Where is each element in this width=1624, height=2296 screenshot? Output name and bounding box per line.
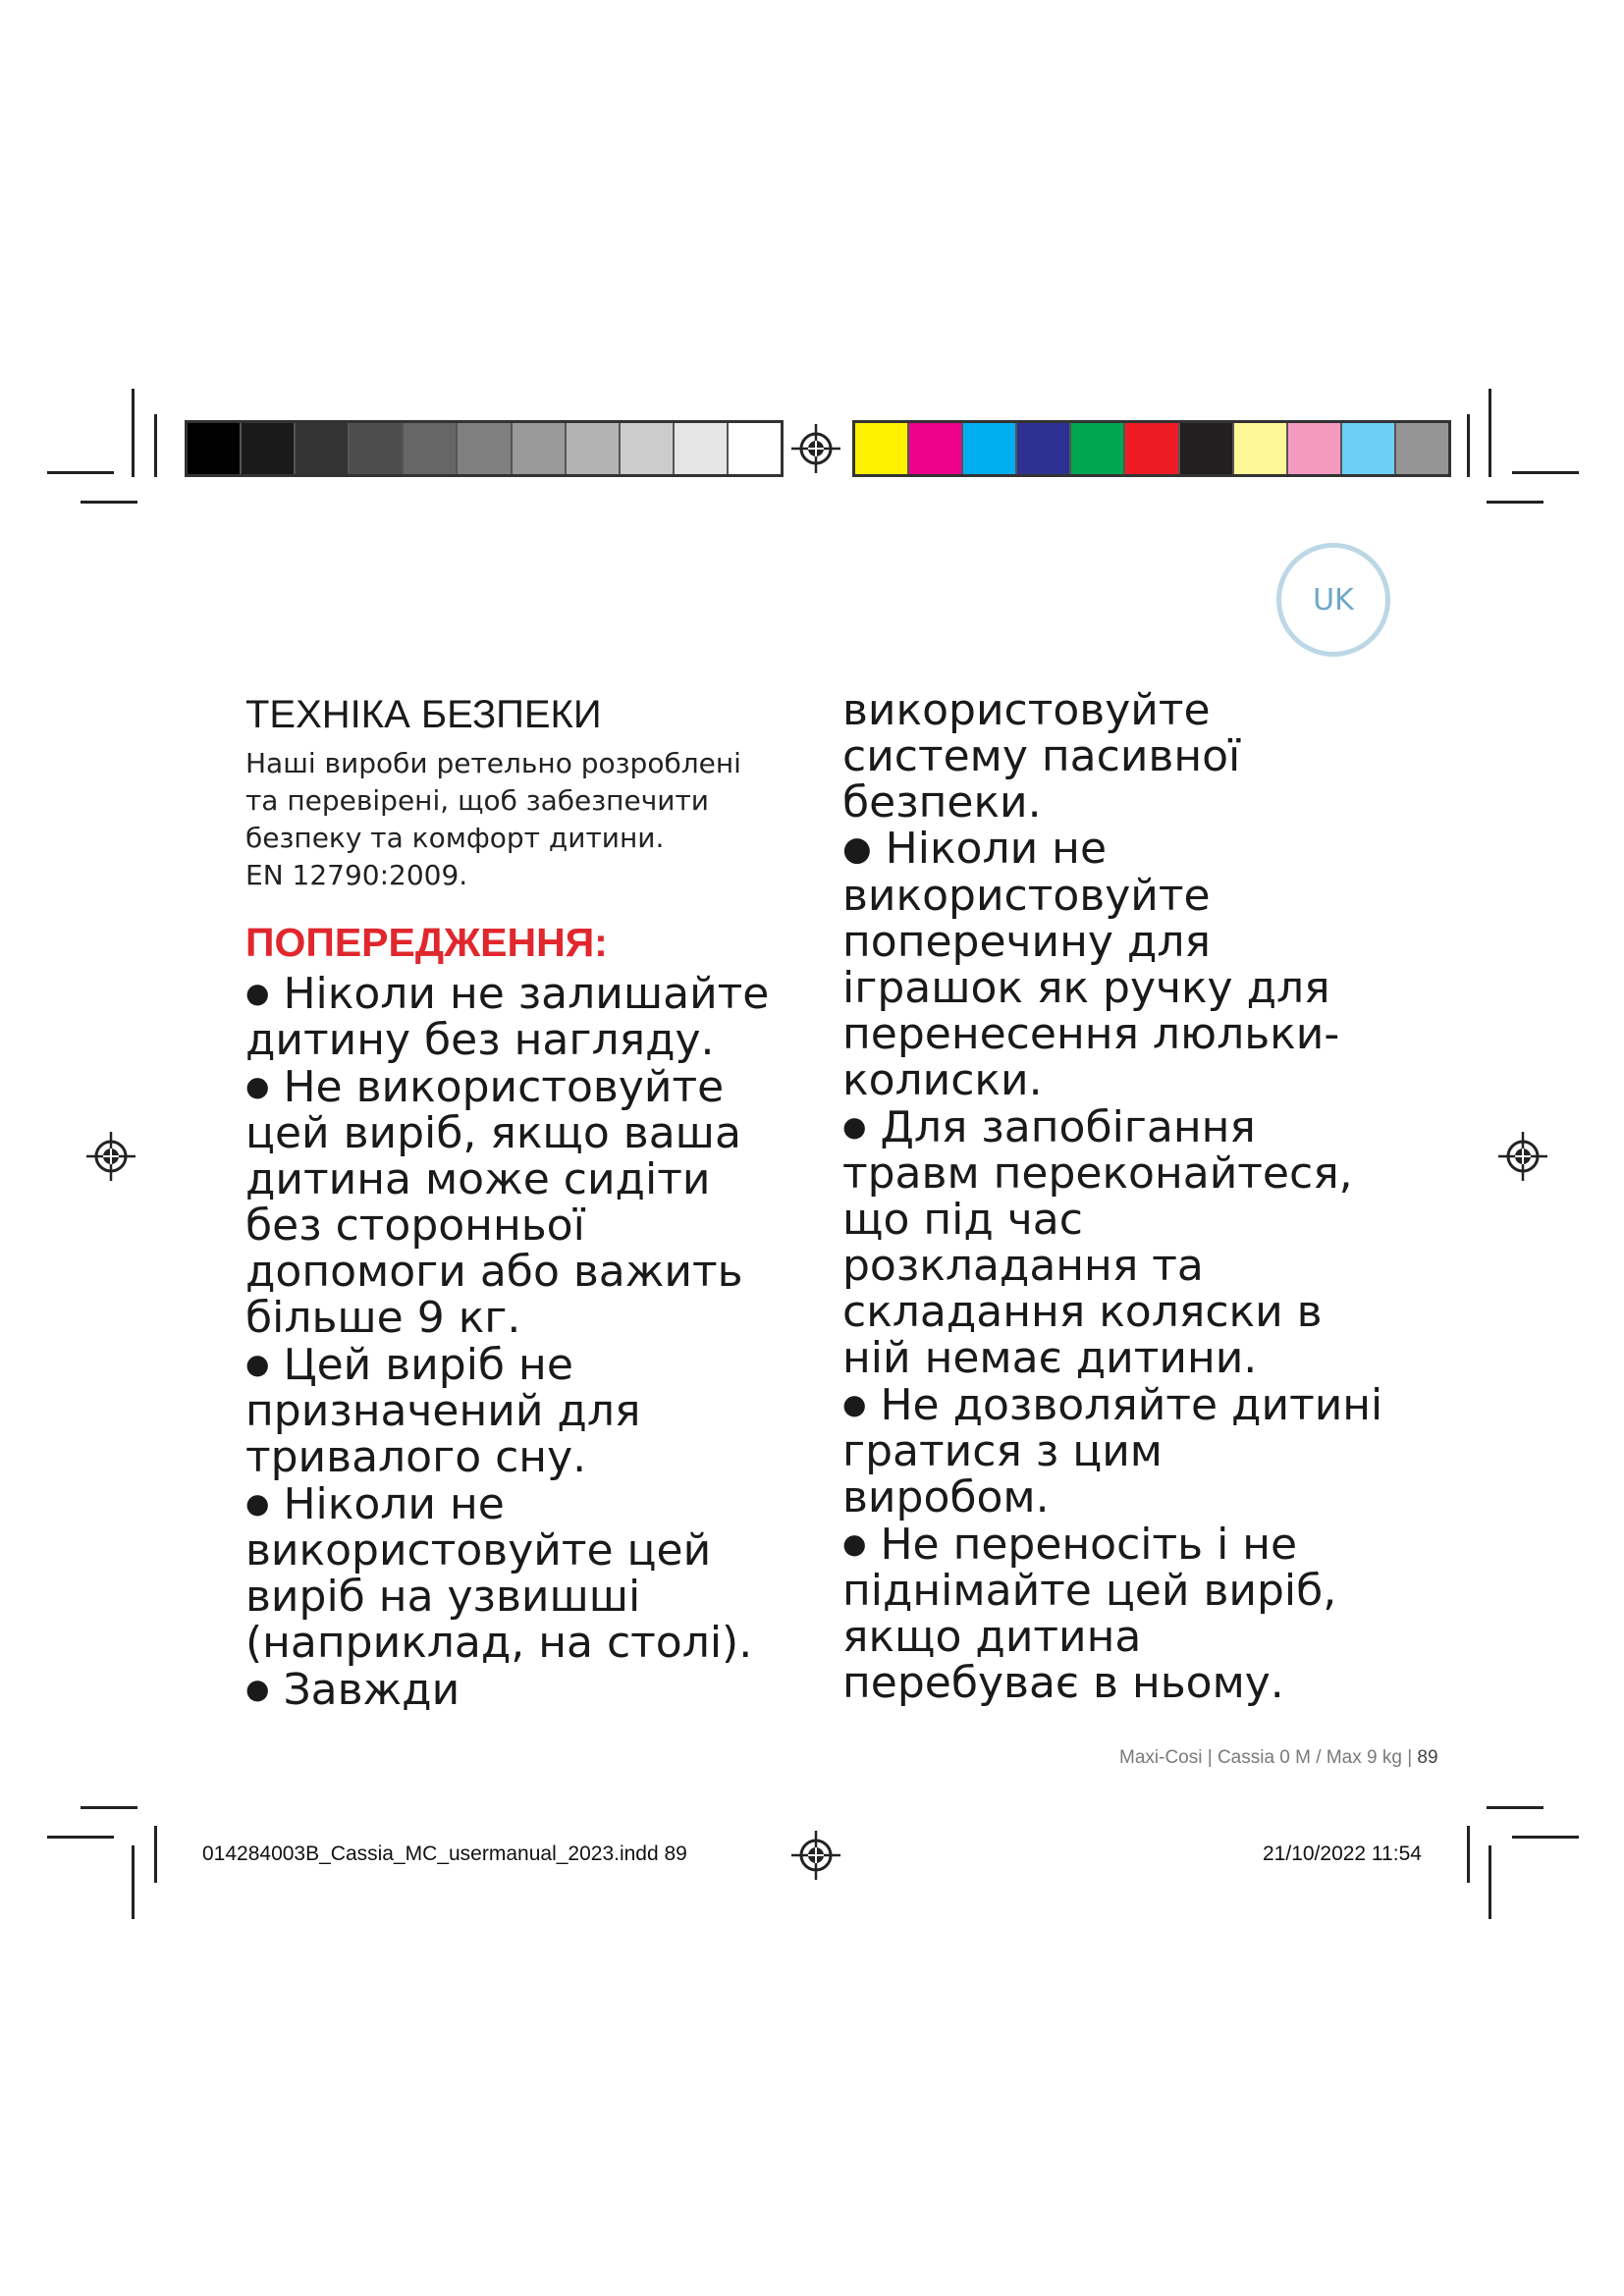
color-swatch bbox=[909, 423, 963, 474]
registration-mark-icon bbox=[86, 1132, 135, 1181]
warning-line: використовуйте цей bbox=[245, 1525, 712, 1575]
color-swatch bbox=[963, 423, 1017, 474]
bullet-icon: ● bbox=[245, 1070, 270, 1102]
crop-mark bbox=[154, 1826, 157, 1883]
footer-divider: | bbox=[1207, 1747, 1218, 1768]
footer-product: Cassia 0 M / Max 9 kg bbox=[1217, 1747, 1402, 1768]
crop-mark bbox=[1467, 1826, 1470, 1883]
bullet-icon: ● bbox=[245, 1487, 270, 1520]
warning-line: використовуйте bbox=[842, 871, 1211, 921]
intro-line: Наші вироби ретельно розроблені bbox=[245, 747, 741, 779]
intro-line: EN 12790:2009. bbox=[245, 859, 468, 891]
crop-mark bbox=[132, 389, 135, 477]
color-swatch bbox=[675, 423, 729, 474]
bullet-icon: ● bbox=[245, 977, 270, 1009]
color-swatch bbox=[513, 423, 567, 474]
warning-title: ПОПЕРЕДЖЕННЯ: bbox=[245, 920, 608, 965]
crop-mark bbox=[1467, 414, 1470, 477]
warning-line: виробом. bbox=[842, 1472, 1050, 1522]
color-calibration-bar bbox=[852, 420, 1451, 477]
color-swatch bbox=[1125, 423, 1179, 474]
warning-line: розкладання та bbox=[842, 1241, 1204, 1291]
warning-line: (наприклад, на столі). bbox=[245, 1618, 753, 1668]
crop-mark bbox=[81, 1806, 137, 1809]
slug-timestamp: 21/10/2022 11:54 bbox=[1263, 1842, 1422, 1865]
warning-line: призначений для bbox=[245, 1386, 641, 1436]
right-column bbox=[842, 687, 1412, 1706]
warning-line: ● Цей виріб не bbox=[245, 1340, 573, 1390]
warning-line: складання коляски в bbox=[842, 1287, 1323, 1337]
crop-mark bbox=[1489, 389, 1491, 477]
warning-line: ● Для запобігання bbox=[842, 1102, 1256, 1152]
left-column bbox=[245, 687, 795, 1713]
bullet-icon: ● bbox=[842, 1388, 867, 1420]
color-swatch bbox=[296, 423, 350, 474]
warning-line: тривалого сну. bbox=[245, 1432, 587, 1482]
grayscale-calibration-bar bbox=[185, 420, 784, 477]
warning-line: перенесення люльки- bbox=[842, 1009, 1340, 1059]
color-swatch bbox=[567, 423, 621, 474]
warning-line: ній немає дитини. bbox=[842, 1333, 1258, 1383]
warning-list-right bbox=[842, 687, 1412, 1706]
color-swatch bbox=[1071, 423, 1125, 474]
registration-mark-icon bbox=[791, 1831, 840, 1880]
color-swatch bbox=[188, 423, 242, 474]
warning-line: ● Ніколи не bbox=[842, 824, 1108, 874]
warning-line: ● Ніколи не залишайте bbox=[245, 969, 770, 1019]
warning-line: колиски. bbox=[842, 1055, 1043, 1105]
color-swatch bbox=[458, 423, 512, 474]
bullet-icon: ● bbox=[842, 829, 872, 869]
page-number: 89 bbox=[1417, 1747, 1438, 1768]
color-swatch bbox=[855, 423, 909, 474]
warning-line: ● Не переносіть і не bbox=[842, 1520, 1298, 1570]
intro-line: та перевірені, щоб забезпечити bbox=[245, 784, 709, 817]
crop-mark bbox=[81, 501, 137, 504]
warning-line: використовуйте bbox=[842, 685, 1211, 735]
color-swatch bbox=[1234, 423, 1288, 474]
bullet-icon: ● bbox=[245, 1348, 270, 1380]
warning-line: ● Не дозволяйте дитині bbox=[842, 1380, 1383, 1430]
crop-mark bbox=[154, 414, 157, 477]
color-swatch bbox=[1288, 423, 1342, 474]
color-swatch bbox=[1396, 423, 1448, 474]
warning-line: перебуває в ньому. bbox=[842, 1658, 1284, 1708]
color-swatch bbox=[1017, 423, 1071, 474]
color-swatch bbox=[242, 423, 296, 474]
color-swatch bbox=[404, 423, 458, 474]
crop-mark bbox=[1512, 471, 1579, 474]
warning-line: більше 9 кг. bbox=[245, 1293, 521, 1343]
warning-line: дитину без нагляду. bbox=[245, 1015, 715, 1065]
color-swatch bbox=[350, 423, 404, 474]
warning-line: гратися з цим bbox=[842, 1426, 1164, 1476]
footer-divider: | bbox=[1407, 1747, 1418, 1768]
warning-line: допомоги або важить bbox=[245, 1247, 743, 1297]
warning-line: іграшок як ручку для bbox=[842, 963, 1330, 1013]
crop-mark bbox=[1489, 1845, 1491, 1919]
color-swatch bbox=[621, 423, 675, 474]
registration-mark-icon bbox=[1498, 1132, 1547, 1181]
warning-line: виріб на узвишші bbox=[245, 1572, 641, 1622]
warning-line: цей виріб, якщо ваша bbox=[245, 1108, 741, 1158]
crop-mark bbox=[1512, 1836, 1579, 1839]
intro-text bbox=[245, 745, 795, 894]
warning-line: що під час bbox=[842, 1195, 1083, 1245]
bullet-icon: ● bbox=[842, 1527, 867, 1560]
slug-filename: 014284003B_Cassia_MC_usermanual_2023.indd 89 bbox=[202, 1842, 687, 1865]
warning-line: ● Завжди bbox=[245, 1665, 460, 1715]
footer-brand: Maxi-Cosi bbox=[1119, 1747, 1203, 1768]
warning-line: ● Не використовуйте bbox=[245, 1062, 725, 1112]
page-footer bbox=[1119, 1747, 1438, 1769]
warning-line: поперечину для bbox=[842, 917, 1211, 967]
warning-line: систему пасивної bbox=[842, 731, 1241, 781]
intro-line: безпеку та комфорт дитини. bbox=[245, 822, 665, 854]
registration-mark-icon bbox=[791, 424, 840, 473]
bullet-icon: ● bbox=[842, 1110, 867, 1143]
color-swatch bbox=[1180, 423, 1234, 474]
warning-line: ● Ніколи не bbox=[245, 1479, 505, 1529]
warning-line: без сторонньої bbox=[245, 1201, 585, 1251]
crop-mark bbox=[1487, 1806, 1543, 1809]
crop-mark bbox=[47, 1836, 114, 1839]
warning-line: травм переконайтеся, bbox=[842, 1148, 1353, 1199]
color-swatch bbox=[1342, 423, 1396, 474]
crop-mark bbox=[1487, 501, 1543, 504]
bullet-icon: ● bbox=[245, 1673, 270, 1705]
warning-line: дитина може сидіти bbox=[245, 1154, 711, 1204]
crop-mark bbox=[132, 1845, 135, 1919]
crop-mark bbox=[47, 471, 114, 474]
warning-line: піднімайте цей виріб, bbox=[842, 1566, 1337, 1616]
section-title: ТЕХНІКА БЕЗПЕКИ bbox=[245, 693, 602, 736]
color-swatch bbox=[729, 423, 781, 474]
warning-line: якщо дитина bbox=[842, 1612, 1142, 1662]
warning-line: безпеки. bbox=[842, 777, 1042, 828]
warning-list-left bbox=[245, 970, 795, 1713]
language-badge: UK bbox=[1276, 543, 1390, 657]
